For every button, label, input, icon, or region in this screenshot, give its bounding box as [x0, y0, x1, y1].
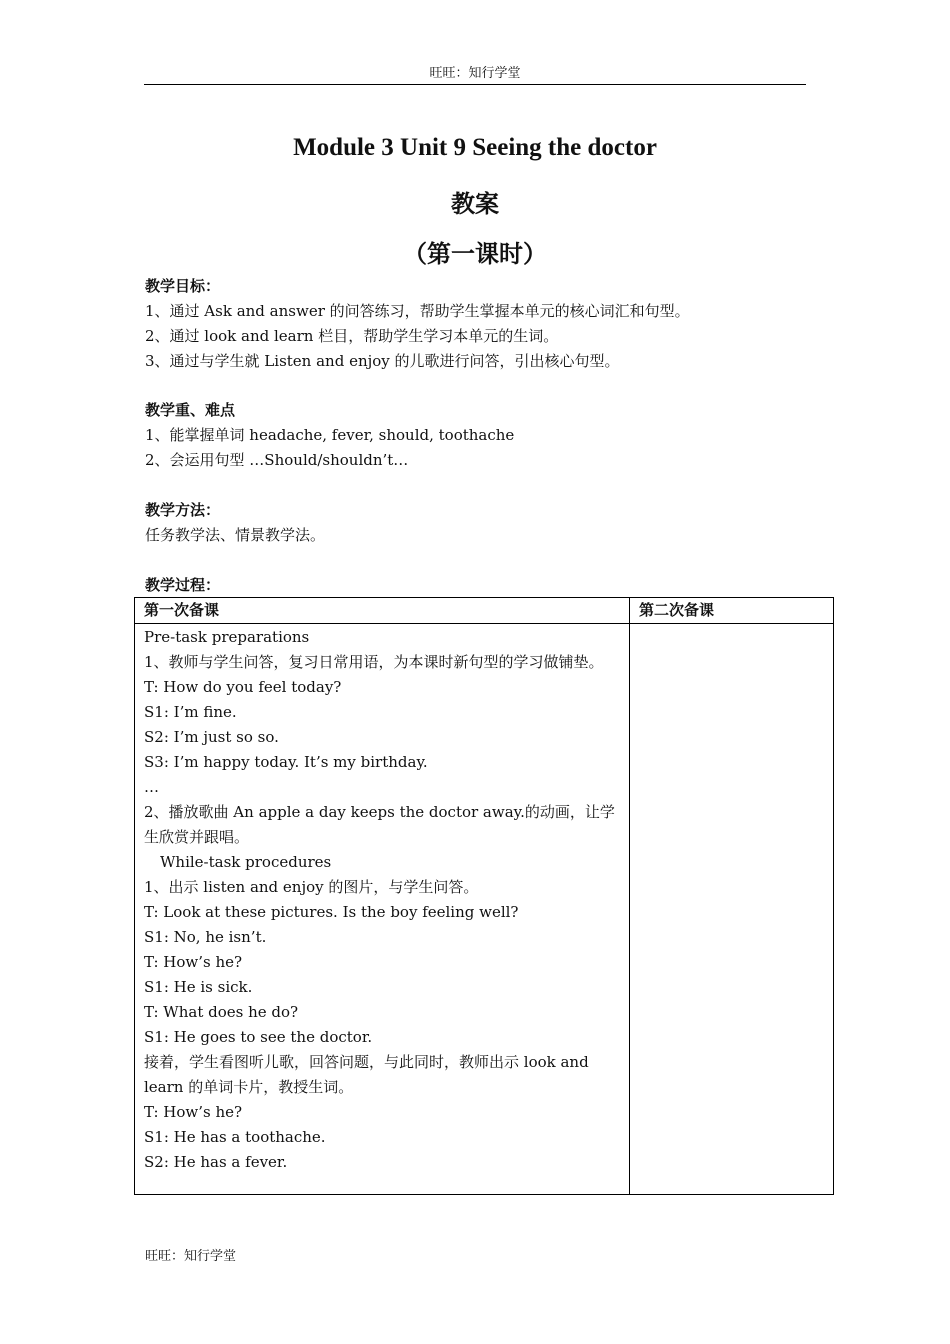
page-header: 旺旺：知行学堂 [144, 66, 806, 85]
process-line: T: How do you feel today? [144, 678, 342, 696]
first-prep-content [135, 624, 630, 1195]
second-prep-header: 第二次备课 [630, 598, 834, 624]
keypoints-heading: 教学重、难点 [145, 401, 236, 419]
objective-item: 2、通过 look and learn 栏目，帮助学生学习本单元的生词。 [145, 327, 559, 345]
keypoint-item: 2、会运用句型 …Should/shouldn’t… [145, 451, 409, 469]
methods-section [145, 498, 825, 548]
document-title: Module 3 Unit 9 Seeing the doctor [293, 134, 657, 161]
table-header-row [135, 598, 834, 624]
process-line: S2: He has a fever. [144, 1153, 288, 1171]
keypoint-item: 1、能掌握单词 headache, fever, should, toothache [145, 426, 515, 444]
methods-heading: 教学方法： [145, 501, 221, 519]
process-line: … [144, 778, 159, 796]
process-line: S1: No, he isn’t. [144, 928, 267, 946]
process-line: While-task procedures [160, 853, 332, 871]
methods-text: 任务教学法、情景教学法。 [145, 526, 326, 544]
process-line: S1: He has a toothache. [144, 1128, 326, 1146]
keypoints-section [145, 398, 825, 473]
process-heading: 教学过程： [145, 576, 221, 594]
process-line: S3: I’m happy today. It’s my birthday. [144, 753, 428, 771]
objectives-section [145, 274, 825, 374]
process-line: 1、出示 listen and enjoy 的图片，与学生问答。 [144, 878, 479, 896]
lesson-plan-table [134, 597, 834, 1195]
objective-item: 1、通过 Ask and answer 的问答练习，帮助学生掌握本单元的核心词汇和句型。 [145, 302, 690, 320]
process-line: T: How’s he? [144, 1103, 243, 1121]
first-prep-header: 第一次备课 [135, 598, 630, 624]
process-section [145, 573, 825, 598]
process-line: T: What does he do? [144, 1003, 299, 1021]
process-line: Pre-task preparations [144, 628, 310, 646]
objectives-heading: 教学目标： [145, 277, 221, 295]
page-footer: 旺旺：知行学堂 [145, 1249, 237, 1264]
process-line: S1: He is sick. [144, 978, 253, 996]
process-line: 1、教师与学生问答，复习日常用语，为本课时新句型的学习做铺垫。 [144, 653, 604, 671]
process-line: S1: I’m fine. [144, 703, 237, 721]
process-line: T: Look at these pictures. Is the boy feeling well? [144, 903, 519, 921]
table-body-row [135, 624, 834, 1195]
lesson-period: （第一课时） [403, 242, 547, 268]
document-subtitle: 教案 [451, 192, 499, 218]
objective-item: 3、通过与学生就 Listen and enjoy 的儿歌进行问答，引出核心句型。 [145, 352, 620, 370]
process-line: S2: I’m just so so. [144, 728, 279, 746]
process-line: S1: He goes to see the doctor. [144, 1028, 373, 1046]
process-line: T: How’s he? [144, 953, 243, 971]
process-line: 接着，学生看图听儿歌，回答问题，与此同时，教师出示 look and learn 的单词卡片，教授生词。 [144, 1053, 589, 1096]
process-line: 2、播放歌曲 An apple a day keeps the doctor away.的动画，让学生欣赏并跟唱。 [144, 803, 615, 846]
second-prep-content [630, 624, 834, 1195]
